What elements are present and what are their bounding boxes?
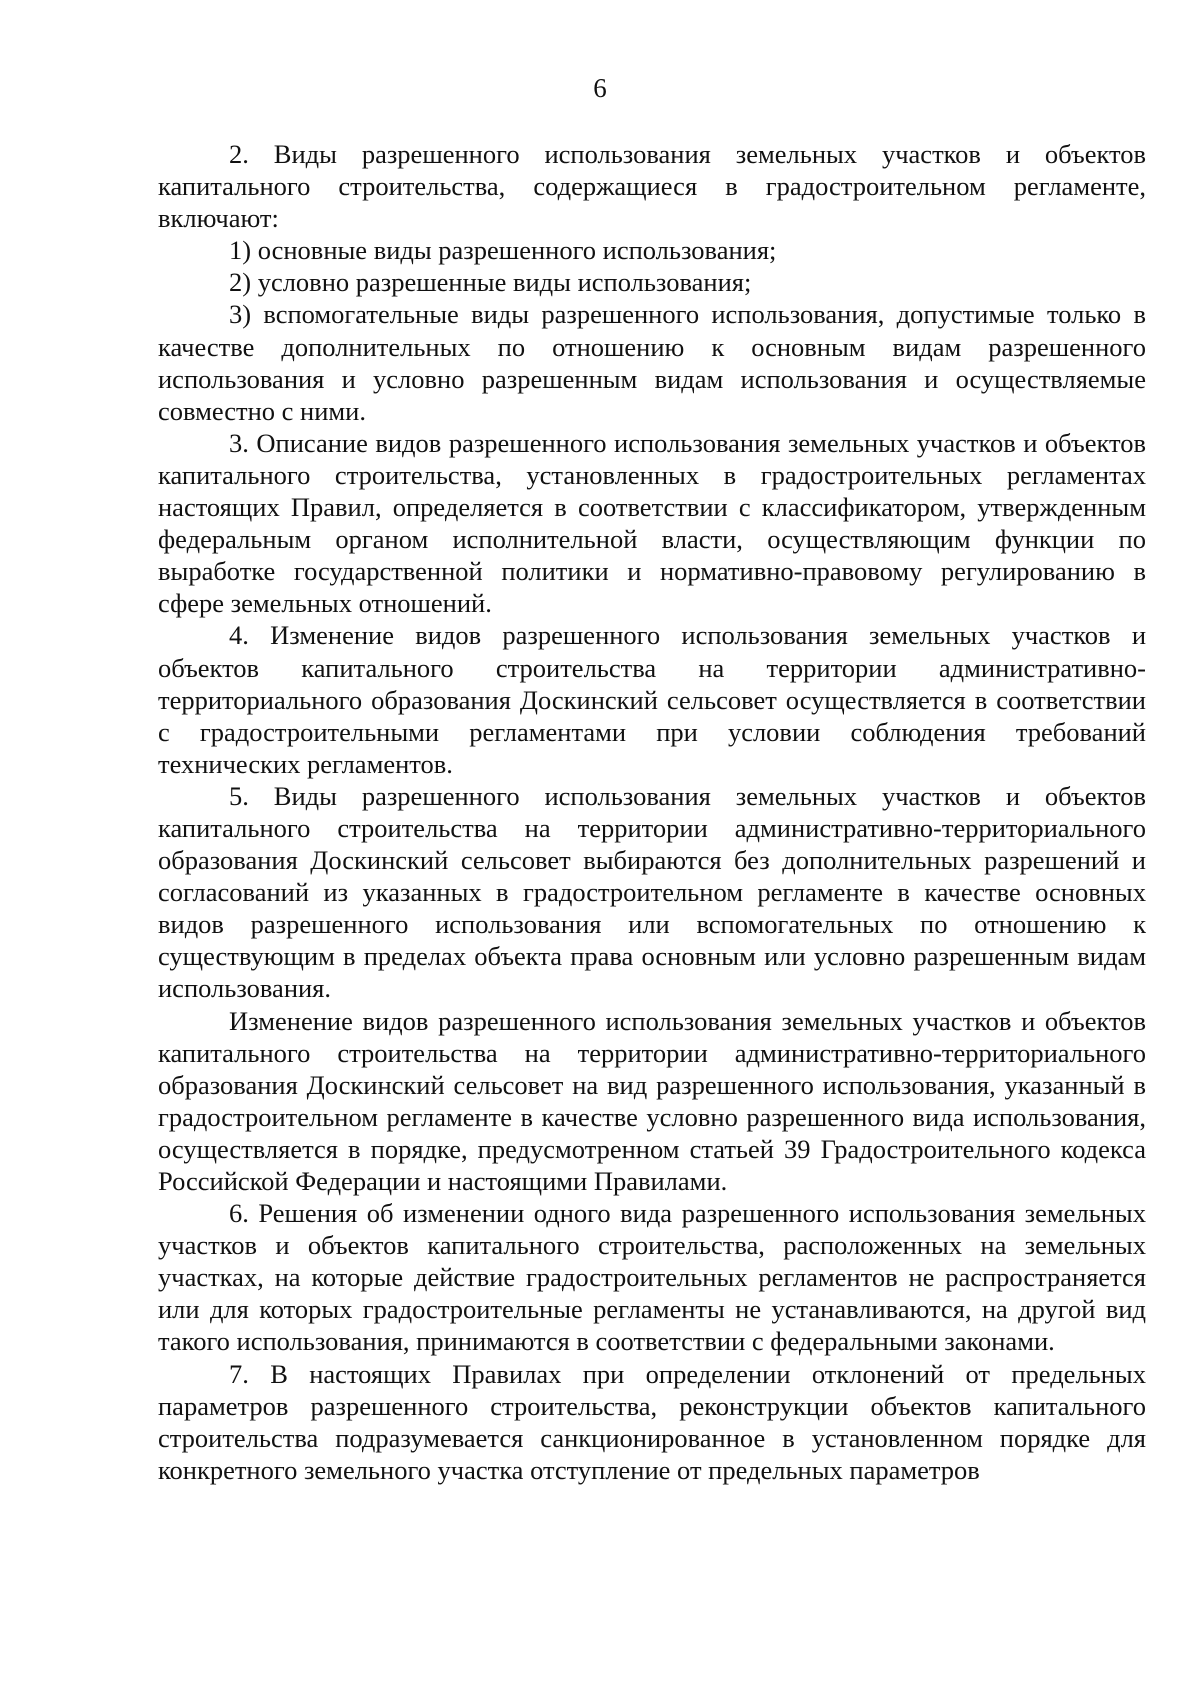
paragraph-3: 3. Описание видов разрешенного использования земельных участков и объектов капитального строительства, установленных в градостроительных регламентах настоящих Правил, определяется в соответствии с классификатором, утвержденным федеральным органом исполнительной власти, осуществляющим функции по выработке государственной политики и нормативно-правовому регулированию в сфере земельных отношений. — [158, 427, 1146, 619]
paragraph-5: 5. Виды разрешенного использования земельных участков и объектов капитального строительства на территории административно-территориального образования Доскинский сельсовет выбираются без дополнительных разрешений и согласований из указанных в градостроительном регламенте в качестве основных видов разрешенного использования или вспомогательных по отношению к существующим в пределах объекта права основным или условно разрешенным видам использования. — [158, 780, 1146, 1004]
paragraph-7: 7. В настоящих Правилах при определении отклонений от предельных параметров разрешенного строительства, реконструкции объектов капитального строительства подразумевается санкционированное в установленном порядке для конкретного земельного участка отступление от предельных параметров — [158, 1358, 1146, 1485]
list-item-3: 3) вспомогательные виды разрешенного использования, допустимые только в качестве дополнительных по отношению к основным видам разрешенного использования и условно разрешенным видам использования и осуществляемые совместно с ними. — [158, 299, 1146, 426]
paragraph-6: 6. Решения об изменении одного вида разрешенного использования земельных участков и объектов капитального строительства, расположенных на земельных участках, на которые действие градостроительных регламентов не распространяется или для которых градостроительные регламенты не устанавливаются, на другой вид такого использования, принимаются в соответствии с федеральными законами. — [158, 1198, 1146, 1357]
page-number: 6 — [593, 73, 607, 103]
paragraph-5-continued: Изменение видов разрешенного использования земельных участков и объектов капитального строительства на территории административно-территориального образования Доскинский сельсовет на вид разрешенного использования, указанный в градостроительном регламенте в качестве условно разрешенного вида использования, осуществляется в порядке, предусмотренном статьей 39 Градостроительного кодекса Российской Федерации и настоящими Правилами. — [158, 1005, 1146, 1196]
list-item-1: 1) основные виды разрешенного использования; — [229, 235, 777, 266]
document-body — [158, 138, 1146, 1486]
paragraph-2-intro: 2. Виды разрешенного использования земельных участков и объектов капитального строительства, содержащиеся в градостроительном регламенте, включают: — [158, 139, 1146, 234]
list-item-2: 2) условно разрешенные виды использования; — [229, 267, 752, 298]
paragraph-4: 4. Изменение видов разрешенного использования земельных участков и объектов капитального строительства на территории административно-территориального образования Доскинский сельсовет осуществляется в соответствии с градостроительными регламентами при условии соблюдения требований технических регламентов. — [158, 620, 1146, 779]
